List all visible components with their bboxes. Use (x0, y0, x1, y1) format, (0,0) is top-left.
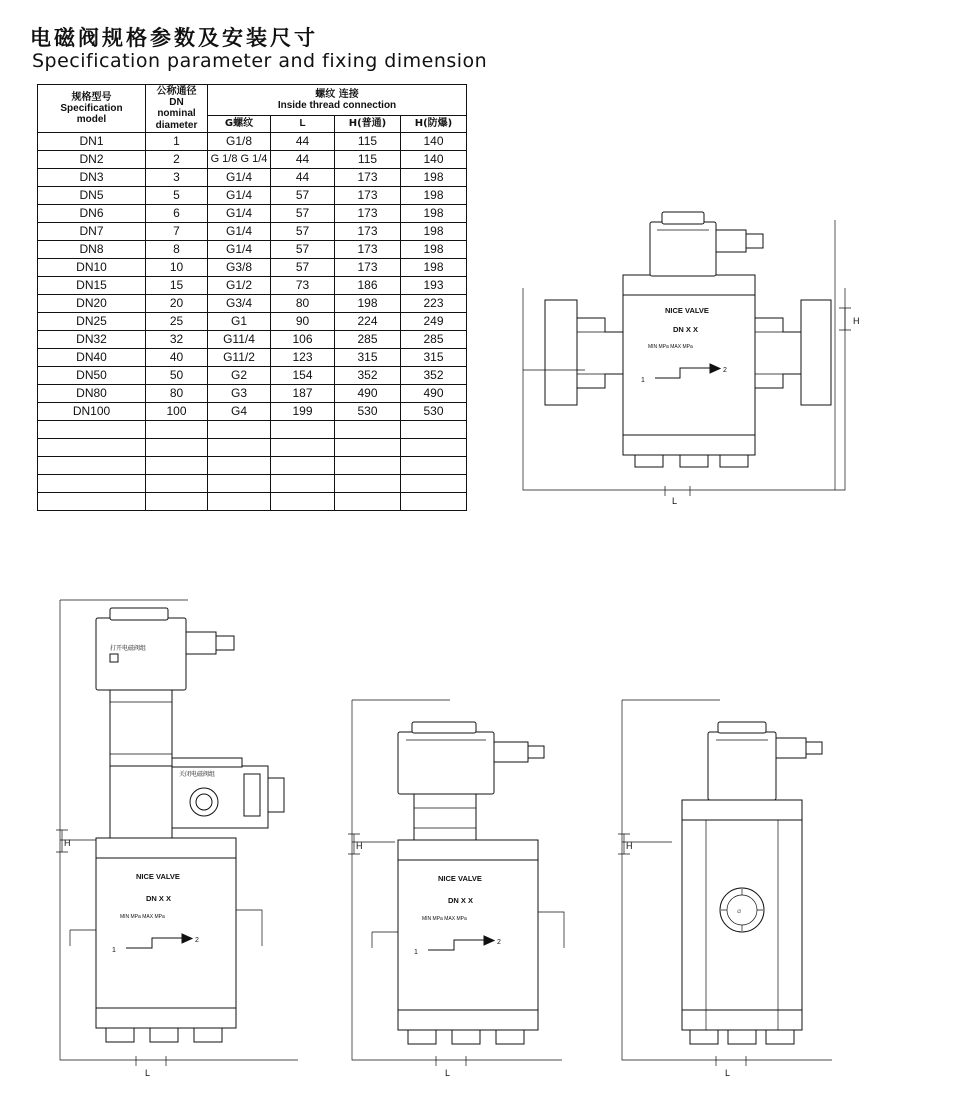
table-cell: DN25 (38, 312, 146, 330)
table-row (38, 222, 467, 240)
table-cell: G1/4 (208, 204, 271, 222)
dim-h-label: H (64, 838, 71, 848)
table-cell (401, 492, 467, 510)
table-row (38, 168, 467, 186)
table-cell (38, 438, 146, 456)
table-cell: G1/4 (208, 186, 271, 204)
table-cell (38, 456, 146, 474)
header-thread-en: Inside thread connection (277, 99, 397, 111)
table-cell: DN80 (38, 384, 146, 402)
dim-h-label: H (853, 316, 860, 326)
table-cell: 186 (335, 276, 401, 294)
table-cell: 50 (146, 366, 208, 384)
table-cell: 154 (271, 366, 335, 384)
table-cell (271, 420, 335, 438)
valve-pressure-label: MIN MPa MAX MPa (120, 914, 165, 920)
table-cell: 44 (271, 168, 335, 186)
table-cell: 224 (335, 312, 401, 330)
valve-pressure-label: MIN MPa MAX MPa (648, 344, 693, 350)
table-cell (271, 456, 335, 474)
label-close-solenoid: 关闭电磁阀组 (179, 771, 216, 778)
table-row (38, 204, 467, 222)
table-cell: 32 (146, 330, 208, 348)
table-cell: 490 (335, 384, 401, 402)
dim-l-label: L (145, 1068, 151, 1078)
header-thread-connection (208, 85, 467, 116)
table-cell: 490 (401, 384, 467, 402)
table-cell: 5 (146, 186, 208, 204)
table-cell: 80 (146, 384, 208, 402)
table-cell (401, 420, 467, 438)
table-cell (208, 492, 271, 510)
table-cell: G3 (208, 384, 271, 402)
table-cell: 3 (146, 168, 208, 186)
port-in-label: 1 (414, 949, 418, 956)
table-cell: 173 (335, 168, 401, 186)
table-cell: 173 (335, 240, 401, 258)
drawing-bottom-right (610, 690, 860, 1100)
table-cell (401, 474, 467, 492)
table-cell (38, 474, 146, 492)
header-spec-model (38, 85, 146, 133)
table-cell: G11/2 (208, 348, 271, 366)
table-cell: 198 (401, 258, 467, 276)
table-cell: 315 (401, 348, 467, 366)
table-cell (38, 492, 146, 510)
page-title-en: Specification parameter and fixing dimension (32, 50, 488, 72)
header-spec-model-en2: model (76, 113, 107, 125)
table-cell: G1 (208, 312, 271, 330)
table-cell: DN1 (38, 132, 146, 150)
table-cell (335, 474, 401, 492)
table-cell: 57 (271, 204, 335, 222)
port-in-label: 1 (641, 377, 645, 384)
table-cell: 57 (271, 186, 335, 204)
table-cell (401, 438, 467, 456)
table-cell: 106 (271, 330, 335, 348)
table-cell: DN6 (38, 204, 146, 222)
table-cell: G2 (208, 366, 271, 384)
table-cell: 193 (401, 276, 467, 294)
table-cell: 140 (401, 150, 467, 168)
dim-l-label: L (672, 496, 678, 506)
dim-h-label: H (356, 841, 363, 851)
header-nominal-en2: diameter (155, 119, 198, 131)
drawing-bottom-middle (340, 690, 590, 1100)
header-h-normal: H(普通) (335, 115, 401, 132)
table-cell: G1/2 (208, 276, 271, 294)
table-cell: 199 (271, 402, 335, 420)
table-row (38, 150, 467, 168)
table-cell: 352 (335, 366, 401, 384)
table-row (38, 384, 467, 402)
table-cell (208, 456, 271, 474)
table-row (38, 330, 467, 348)
table-cell: G 1/8 G 1/4 (208, 150, 271, 168)
table-cell: 173 (335, 258, 401, 276)
label-open-solenoid: 打开电磁阀组 (110, 645, 147, 652)
table-cell (146, 474, 208, 492)
table-cell: 123 (271, 348, 335, 366)
header-nominal-en1: nominal (157, 108, 196, 120)
table-cell: 173 (335, 204, 401, 222)
header-spec-model-zh: 规格型号 (71, 91, 112, 103)
valve-model-label: DN X X (146, 894, 172, 903)
header-nominal-dn: DN (169, 97, 184, 109)
header-nominal-diameter (146, 85, 208, 133)
table-row (38, 186, 467, 204)
specification-table (37, 84, 467, 511)
table-cell: G4 (208, 402, 271, 420)
valve-name-label: NICE VALVE (136, 872, 180, 881)
port-out-label: 2 (195, 937, 199, 944)
table-cell (208, 474, 271, 492)
table-cell: 530 (401, 402, 467, 420)
table-cell (146, 492, 208, 510)
table-cell: 57 (271, 222, 335, 240)
table-cell: DN32 (38, 330, 146, 348)
table-cell: 6 (146, 204, 208, 222)
table-cell: 73 (271, 276, 335, 294)
table-cell: 20 (146, 294, 208, 312)
table-cell: 10 (146, 258, 208, 276)
table-row-empty (38, 420, 467, 438)
table-cell: 198 (401, 222, 467, 240)
table-cell: G1/4 (208, 168, 271, 186)
table-cell: G11/4 (208, 330, 271, 348)
table-cell: 15 (146, 276, 208, 294)
table-row (38, 402, 467, 420)
table-cell (146, 456, 208, 474)
table-cell: 285 (335, 330, 401, 348)
table-row-empty (38, 474, 467, 492)
table-cell: 198 (335, 294, 401, 312)
table-cell: 198 (401, 204, 467, 222)
table-cell: 173 (335, 186, 401, 204)
dim-l-label: L (725, 1068, 731, 1078)
table-cell: 285 (401, 330, 467, 348)
table-cell: 173 (335, 222, 401, 240)
table-row-empty (38, 438, 467, 456)
valve-name-label: NICE VALVE (438, 874, 482, 883)
page-title-zh: 电磁阀规格参数及安装尺寸 (30, 26, 318, 50)
table-cell: DN5 (38, 186, 146, 204)
table-cell (335, 420, 401, 438)
table-row (38, 366, 467, 384)
port-out-label: 2 (723, 367, 727, 374)
table-row (38, 348, 467, 366)
table-cell: DN40 (38, 348, 146, 366)
header-spec-model-en1: Specification (60, 102, 123, 114)
table-row (38, 294, 467, 312)
table-cell: 90 (271, 312, 335, 330)
table-cell: DN3 (38, 168, 146, 186)
table-cell: 249 (401, 312, 467, 330)
table-body (38, 132, 467, 510)
table-cell: 198 (401, 186, 467, 204)
table-cell (38, 420, 146, 438)
table-cell: 44 (271, 150, 335, 168)
table-row (38, 276, 467, 294)
table-cell (146, 438, 208, 456)
table-cell: DN100 (38, 402, 146, 420)
table-cell: 57 (271, 240, 335, 258)
table-cell (271, 438, 335, 456)
drawing-bottom-left (48, 590, 328, 1100)
table-cell (271, 474, 335, 492)
table-cell (146, 420, 208, 438)
drawing-top-right (505, 200, 925, 520)
header-l: L (271, 115, 335, 132)
table-cell (335, 492, 401, 510)
table-cell: 223 (401, 294, 467, 312)
table-cell (271, 492, 335, 510)
table-cell: G3/4 (208, 294, 271, 312)
table-cell: DN7 (38, 222, 146, 240)
table-cell: 115 (335, 150, 401, 168)
table-cell: 198 (401, 168, 467, 186)
table-cell: G1/4 (208, 240, 271, 258)
table-cell: G1/8 (208, 132, 271, 150)
table-row (38, 132, 467, 150)
valve-name-label: NICE VALVE (665, 306, 709, 315)
dim-l-label: L (445, 1068, 451, 1078)
table-cell (335, 456, 401, 474)
table-cell: DN15 (38, 276, 146, 294)
table-cell: DN10 (38, 258, 146, 276)
header-thread-zh: 螺纹 连接 (315, 88, 359, 100)
table-cell: DN8 (38, 240, 146, 258)
table-cell (401, 456, 467, 474)
header-nominal-zh: 公称通径 (156, 86, 197, 97)
valve-pressure-label: MIN MPa MAX MPa (422, 916, 467, 922)
table-cell: 530 (335, 402, 401, 420)
table-cell: 187 (271, 384, 335, 402)
table-cell: 8 (146, 240, 208, 258)
table-cell (208, 420, 271, 438)
table-cell: 80 (271, 294, 335, 312)
header-h-explosionproof: H(防爆) (401, 115, 467, 132)
svg-text:∅: ∅ (737, 909, 742, 915)
table-cell (208, 438, 271, 456)
table-row (38, 240, 467, 258)
table-cell: DN50 (38, 366, 146, 384)
table-cell: 100 (146, 402, 208, 420)
table-cell: 7 (146, 222, 208, 240)
table-cell: 352 (401, 366, 467, 384)
table-cell: 2 (146, 150, 208, 168)
table-row-empty (38, 492, 467, 510)
table-cell: 115 (335, 132, 401, 150)
table-row (38, 258, 467, 276)
table-cell: 57 (271, 258, 335, 276)
table-cell: 25 (146, 312, 208, 330)
table-cell: 1 (146, 132, 208, 150)
dim-h-label: H (626, 841, 633, 851)
table-cell: G1/4 (208, 222, 271, 240)
table-cell: DN2 (38, 150, 146, 168)
port-out-label: 2 (497, 939, 501, 946)
port-in-label: 1 (112, 947, 116, 954)
table-cell: G3/8 (208, 258, 271, 276)
valve-model-label: DN X X (448, 896, 474, 905)
header-g-thread: G螺纹 (208, 115, 271, 132)
table-row-empty (38, 456, 467, 474)
table-cell: 140 (401, 132, 467, 150)
table-row (38, 312, 467, 330)
table-cell: 198 (401, 240, 467, 258)
table-cell: 315 (335, 348, 401, 366)
table-cell: 44 (271, 132, 335, 150)
table-cell: 40 (146, 348, 208, 366)
table-cell: DN20 (38, 294, 146, 312)
valve-model-label: DN X X (673, 325, 699, 334)
table-header (38, 85, 467, 133)
table-cell (335, 438, 401, 456)
